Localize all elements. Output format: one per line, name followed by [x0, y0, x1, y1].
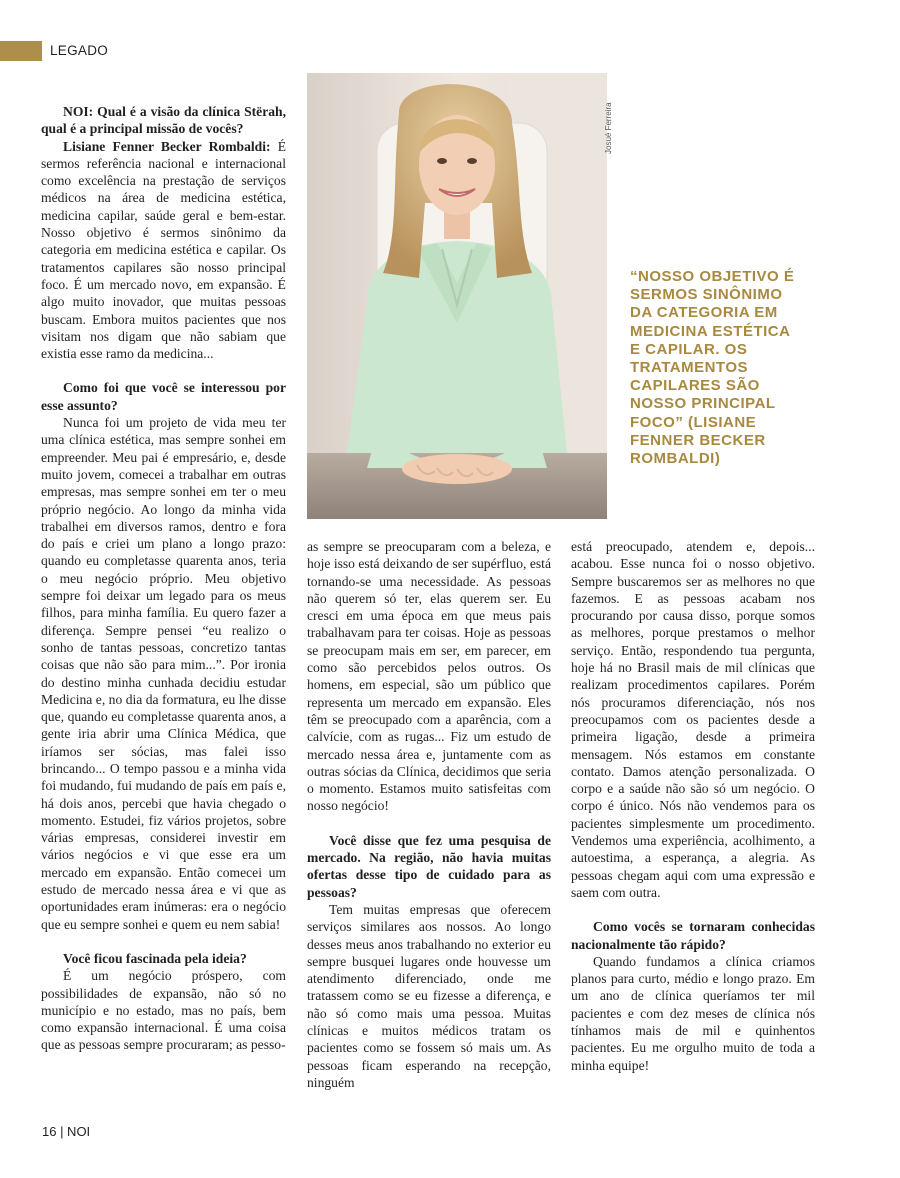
- question-2: Como foi que você se interessou por esse assunto?: [41, 380, 286, 413]
- photo-credit: Josué Ferreira: [604, 102, 613, 154]
- section-label: LEGADO: [50, 43, 109, 58]
- portrait-photo: [307, 73, 607, 519]
- answer-4-part-2: está preocupado, atendem e, depois... acabou. Esse nunca foi o nosso objetivo. Sempre buscaremos ser as melhores no que fazemos. E as pessoas acabam nos procurando por causa disso, porque somos as melhores, porque prestamos o melhor serviço. Então, respondendo tua pergunta, hoje há no Brasil mais de mil clínicas que realizam procedimentos capilares. Porém nós procuramos diferenciação, nós nos preocupamos com os pacientes desde a primeira ligação, desde a primeira mensagem. Nós estamos em constante contato. Damos atenção personalizada. O corpo e a saúde não são só um negócio. O corpo é único. Nós não vendemos para os pacientes simplesmente um procedimento. Vendemos uma experiência, acolhimento, a autoestima, a esperança, a alegria. As pessoas chegam aqui com uma expressão e saem com outra.: [571, 539, 815, 900]
- answer-5: Quando fundamos a clínica criamos planos para curto, médio e longo prazo. Em um ano de clínica queríamos ter mil pacientes e com dez meses de clínica nós tínhamos mais de mil e quinhentos pacientes. Eu me orgulho muito de toda a minha equipe!: [571, 953, 815, 1073]
- question-4: Você disse que fez uma pesquisa de mercado. Na região, não havia muitas ofertas desse tipo de cuidado para as pessoas?: [307, 832, 551, 900]
- article-column-2: [307, 538, 551, 1091]
- question-5: Como vocês se tornaram conhecidas nacionalmente tão rápido?: [571, 919, 815, 952]
- answer-3-part-2: as sempre se preocuparam com a beleza, e hoje isso está deixando de ser supérfluo, está tornando-se uma necessidade. As pessoas não querem só ter, elas querem ser. Eu cresci em uma época em que meus pais trabalhavam para ter coisas. Hoje as pessoas se preocupam mais em ser, em parecer, em como são percebidos pelos outros. Os homens, em especial, são um público que representa um mercado em expansão. Eles têm se preocupado com a aparência, com a calvície, com as rugas... Fiz um estudo de mercado nessa área e, juntamente com as outras sócias da Clínica, decidimos que seria o momento. Estamos muito satisfeitas com nosso negócio!: [307, 539, 551, 814]
- answer-3-part-1: É um negócio próspero, com possibilidades de expansão, não só no município e no estado, mas no país, bem como expansão internacional. É uma coisa que as pessoas sempre procuraram; as pesso-: [41, 968, 286, 1053]
- article-column-3: [571, 538, 815, 1074]
- answer-1-text: É sermos referência nacional e internacional como excelência na prestação de serviços médicos na área de medicina estética, medicina capilar, saúde geral e bem-estar. Nosso objetivo é sermos sinônimo da categoria em medicina estética e capilar. Os tratamentos capilares são nosso principal foco. É um mercado novo, em expansão. É algo muito inovador, que muitas pessoas buscam. Embora muitos pacientes que nos visitam nos digam que não sabiam que existia esse ramo da medicina...: [41, 138, 286, 362]
- article-column-1: [41, 103, 286, 1054]
- section-color-bar: [0, 41, 42, 61]
- interviewee-name: Lisiane Fenner Becker Rombaldi:: [63, 138, 271, 154]
- question-1: NOI: Qual é a visão da clínica Stërah, qual é a principal missão de vocês?: [41, 104, 286, 137]
- answer-1: [41, 138, 286, 363]
- answer-2: Nunca foi um projeto de vida meu ter uma clínica estética, mas sempre sonhei em empreender. Meu pai é empresário, e, desde muito jovem, comecei a trabalhar em outras empresas, mas sempre sonhei em ter o meu próprio negócio. Ao longo da minha vida trabalhei em diversos ramos, dentro e fora do país e criei um plano a longo prazo: quando eu completasse quarenta anos, teria o meu negócio próprio. Meu objetivo sempre foi deixar um legado para os meus filhos, para minha família. Eu quero fazer a diferença. Sempre pensei “eu realizo o sonho de tantas pessoas, concretizo tantas coisas que não são para mim...”. Por ironia do destino minha cunhada decidiu estudar Medicina e, no dia da formatura, eu lhe disse que, quando eu completasse quarenta anos, a gente iria abrir uma Clínica Médica, que iríamos ser sócias, mas falei isso brincando... O tempo passou e a minha vida foi mudando, fui mudando de país em país e, há dois anos, percebi que havia chegado o momento. Estudei, fiz vários projetos, sobre várias empresas, considerei investir em vários negócios e vi que esse era um mercado em expansão. Então comecei um estudo de mercado nessa área e vi que as oportunidades eram inúmeras: era o negócio que eu sempre sonhei e quem eu nem sabia!: [41, 415, 286, 932]
- answer-4-part-1: Tem muitas empresas que oferecem serviços similares aos nossos. Ao longo desses meus anos trabalhando no exterior eu sempre busquei lugares onde houvesse um atendimento diferenciado, onde me tratassem como se eu fizesse a diferença, e não só como mais uma pessoa. Muitas clínicas e muitos médicos tratam os pacientes como se fossem só mais um. As pessoas ficam esperando na recepção, ninguém: [307, 901, 551, 1090]
- pull-quote: “NOSSO OBJETIVO É SERMOS SINÔNIMO DA CATEGORIA EM MEDICINA ESTÉTICA E CAPILAR. OS TRATAMENTOS CAPILARES SÃO NOSSO PRINCIPAL FOCO” (LISIANE FENNER BECKER ROMBALDI): [630, 268, 795, 468]
- page-folio: 16 | NOI: [42, 1124, 91, 1139]
- question-3: Você ficou fascinada pela ideia?: [63, 950, 247, 966]
